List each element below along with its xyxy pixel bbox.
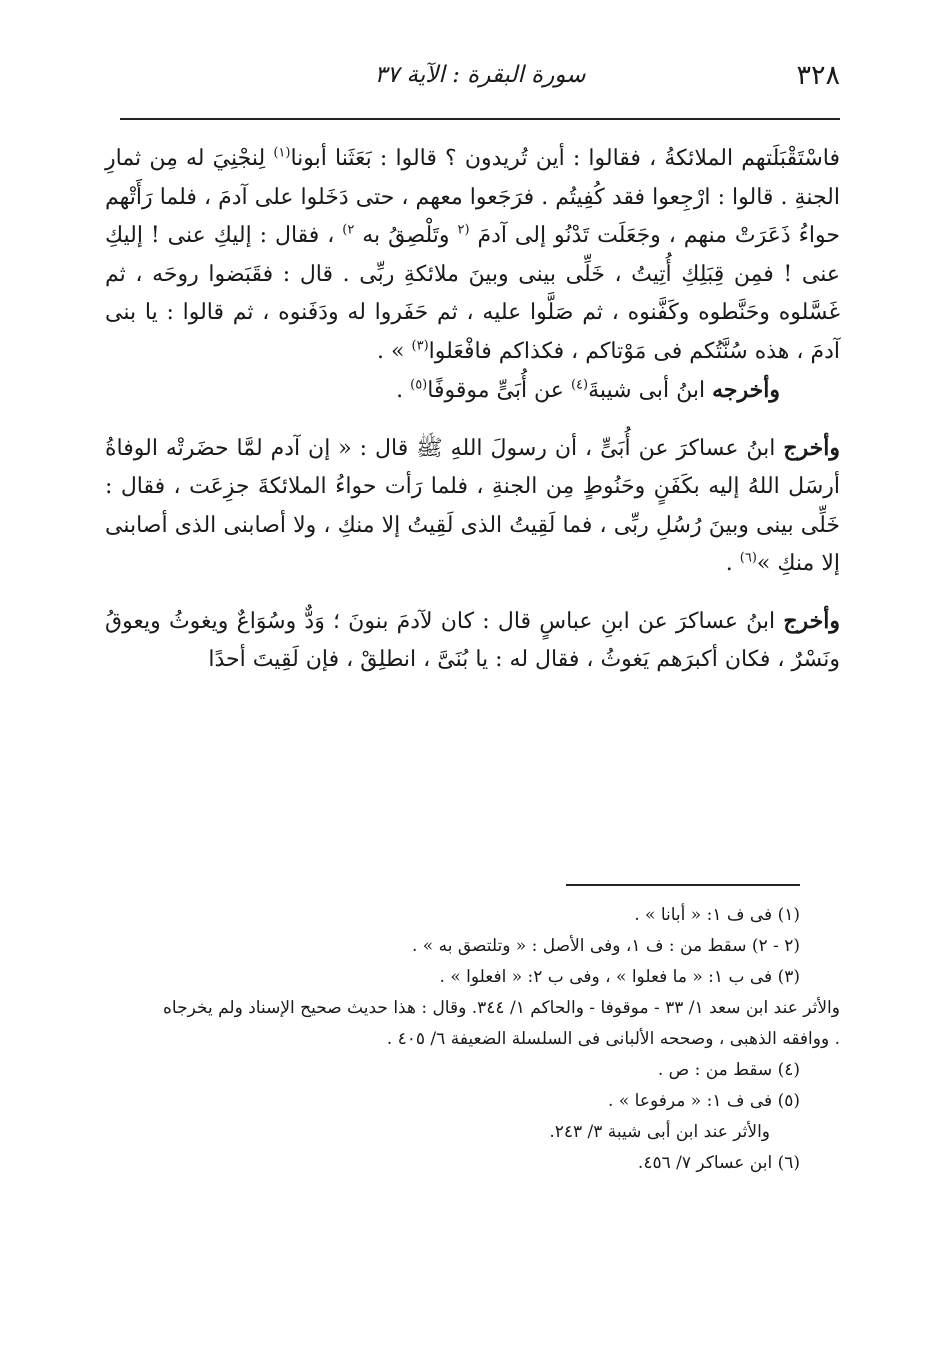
paragraph-4 [105, 602, 840, 680]
header-rule [120, 118, 840, 120]
footnote-ref-6: (٦) [739, 550, 757, 566]
text-run: ابنُ أبى شيبةَ [588, 378, 713, 403]
text-run: ابنُ عساكرَ عن ابنِ عباسٍ قال : كان لآدمَ بنونَ ؛ وَدٌّ وسُوَاعٌ ويغوثُ ويعوقُ ونَسْرٌ ، فكان أكبرَهم يَغوثُ ، فقال له : يا بُنَىَّ ، انطلِقْ ، فإن لَقِيتَ أحدًا [105, 608, 840, 672]
main-text [105, 140, 840, 680]
text-run: ابنُ عساكرَ عن أُبَىٍّ ، أن رسولَ اللهِ ﷺ قال : « إن آدم لمَّا حضَرتْه الوفاةُ أرسَل اللهُ إليه بكَفَنٍ وحَنُوطٍ مِن الجنةِ ، فلما رَأت حواءُ الملائكةَ جزِعَت ، فقال : خَلِّى بينى وبينَ رُسُلِ ربِّى ، فما لَقِيتُ الذى لَقِيتُ إلا منكِ ، ولا أصابنى الذى أصابنى إلا منكِ » [105, 435, 840, 576]
page-number: ٣٢٨ [796, 60, 840, 91]
paragraph-1 [105, 140, 840, 371]
text-run: . [725, 551, 740, 576]
keyword: وأخرج [783, 607, 840, 634]
keyword: وأخرجه [712, 377, 780, 403]
footnote-1: (١) فى ف ١: « أبانا » . [634, 905, 800, 925]
footnote-ref-3: (٣) [411, 338, 429, 354]
footnote-2: (٢ - ٢) سقط من : ف ١، وفى الأصل : « وتلتصق به » . [411, 936, 800, 956]
footnotes [160, 900, 840, 1179]
text-run: فاسْتَقْبَلَتهم الملائكةُ ، فقالوا : أين تُريدون ؟ قالوا : بَعَثَنا أبونا [290, 146, 840, 171]
paragraph-2 [105, 371, 840, 411]
text-run: وتَلْصِقُ به [354, 223, 458, 248]
running-title: سورة البقرة : الآية ٣٧ [374, 62, 586, 88]
page-header [120, 58, 840, 106]
footnote-3: (٣) فى ب ١: « ما فعلوا » ، وفى ب ٢: « افعلوا » . [439, 967, 800, 987]
footnote-separator [566, 884, 800, 886]
text-run: » . [377, 338, 412, 364]
footnote-ref-4: (٤) [570, 377, 589, 393]
text-run: . [396, 378, 411, 403]
footnote-ref-2-end: ٢) [342, 222, 355, 238]
footnote-5: (٥) فى ف ١: « مرفوعا » . [608, 1091, 800, 1111]
footnote-ref-2-start: (٢ [457, 222, 470, 238]
paragraph-3 [105, 429, 840, 584]
footnote-ref-5: (٥) [410, 377, 428, 393]
text-run: لِنجْنِيَ له مِن ثمارِ الجنةِ . قالوا : ارْجِعوا فقد كُفِيتُم . فرَجَعوا معهم ، حتى دَخَلوا على آدمَ ، فلما رَأَتْهم حواءُ ذَعَرَتْ منهم ، وجَعَلَت تَدْنُو إلى آدمَ [105, 146, 841, 248]
footnote-ref-1: (١) [273, 145, 291, 161]
footnote-3-note: والأثر عند ابن سعد ١/ ٣٣ - موقوفا - والحاكم ١/ ٣٤٤. وقال : هذا حديث صحيح الإسناد ولم يخرجاه . ووافقه الذهبى ، وصححه الألبانى فى السلسلة الضعيفة ٦/ ٤٠٥ . [163, 998, 840, 1049]
text-run: ، فقال : إليكِ عنى ! إليكِ عنى ! فمِن قِبَلِكِ أُتِيتُ ، خَلِّى بينى وبينَ ملائكةِ ربِّى . قال : فقَبَضوا روحَه ، ثم غَسَّلوه وحَنَّطوه وكَفَّنوه ، ثم صَلَّوا عليه ، ثم حَفَروا له ودَفَنوه ، ثم قالوا : يا بنى آدمَ ، هذه سُنَّتُكم فى مَوْتاكم ، فكذاكم فافْعَلوا [105, 223, 840, 364]
footnote-6: (٦) ابن عساكر ٧/ ٤٥٦. [637, 1153, 800, 1173]
footnote-4: (٤) سقط من : ص . [657, 1060, 800, 1080]
keyword: وأخرج [783, 434, 840, 461]
footnote-5-note: والأثر عند ابن أبى شيبة ٣/ ٢٤٣. [549, 1122, 770, 1142]
text-run: عن أُبَىٍّ موقوفًا [427, 378, 571, 403]
